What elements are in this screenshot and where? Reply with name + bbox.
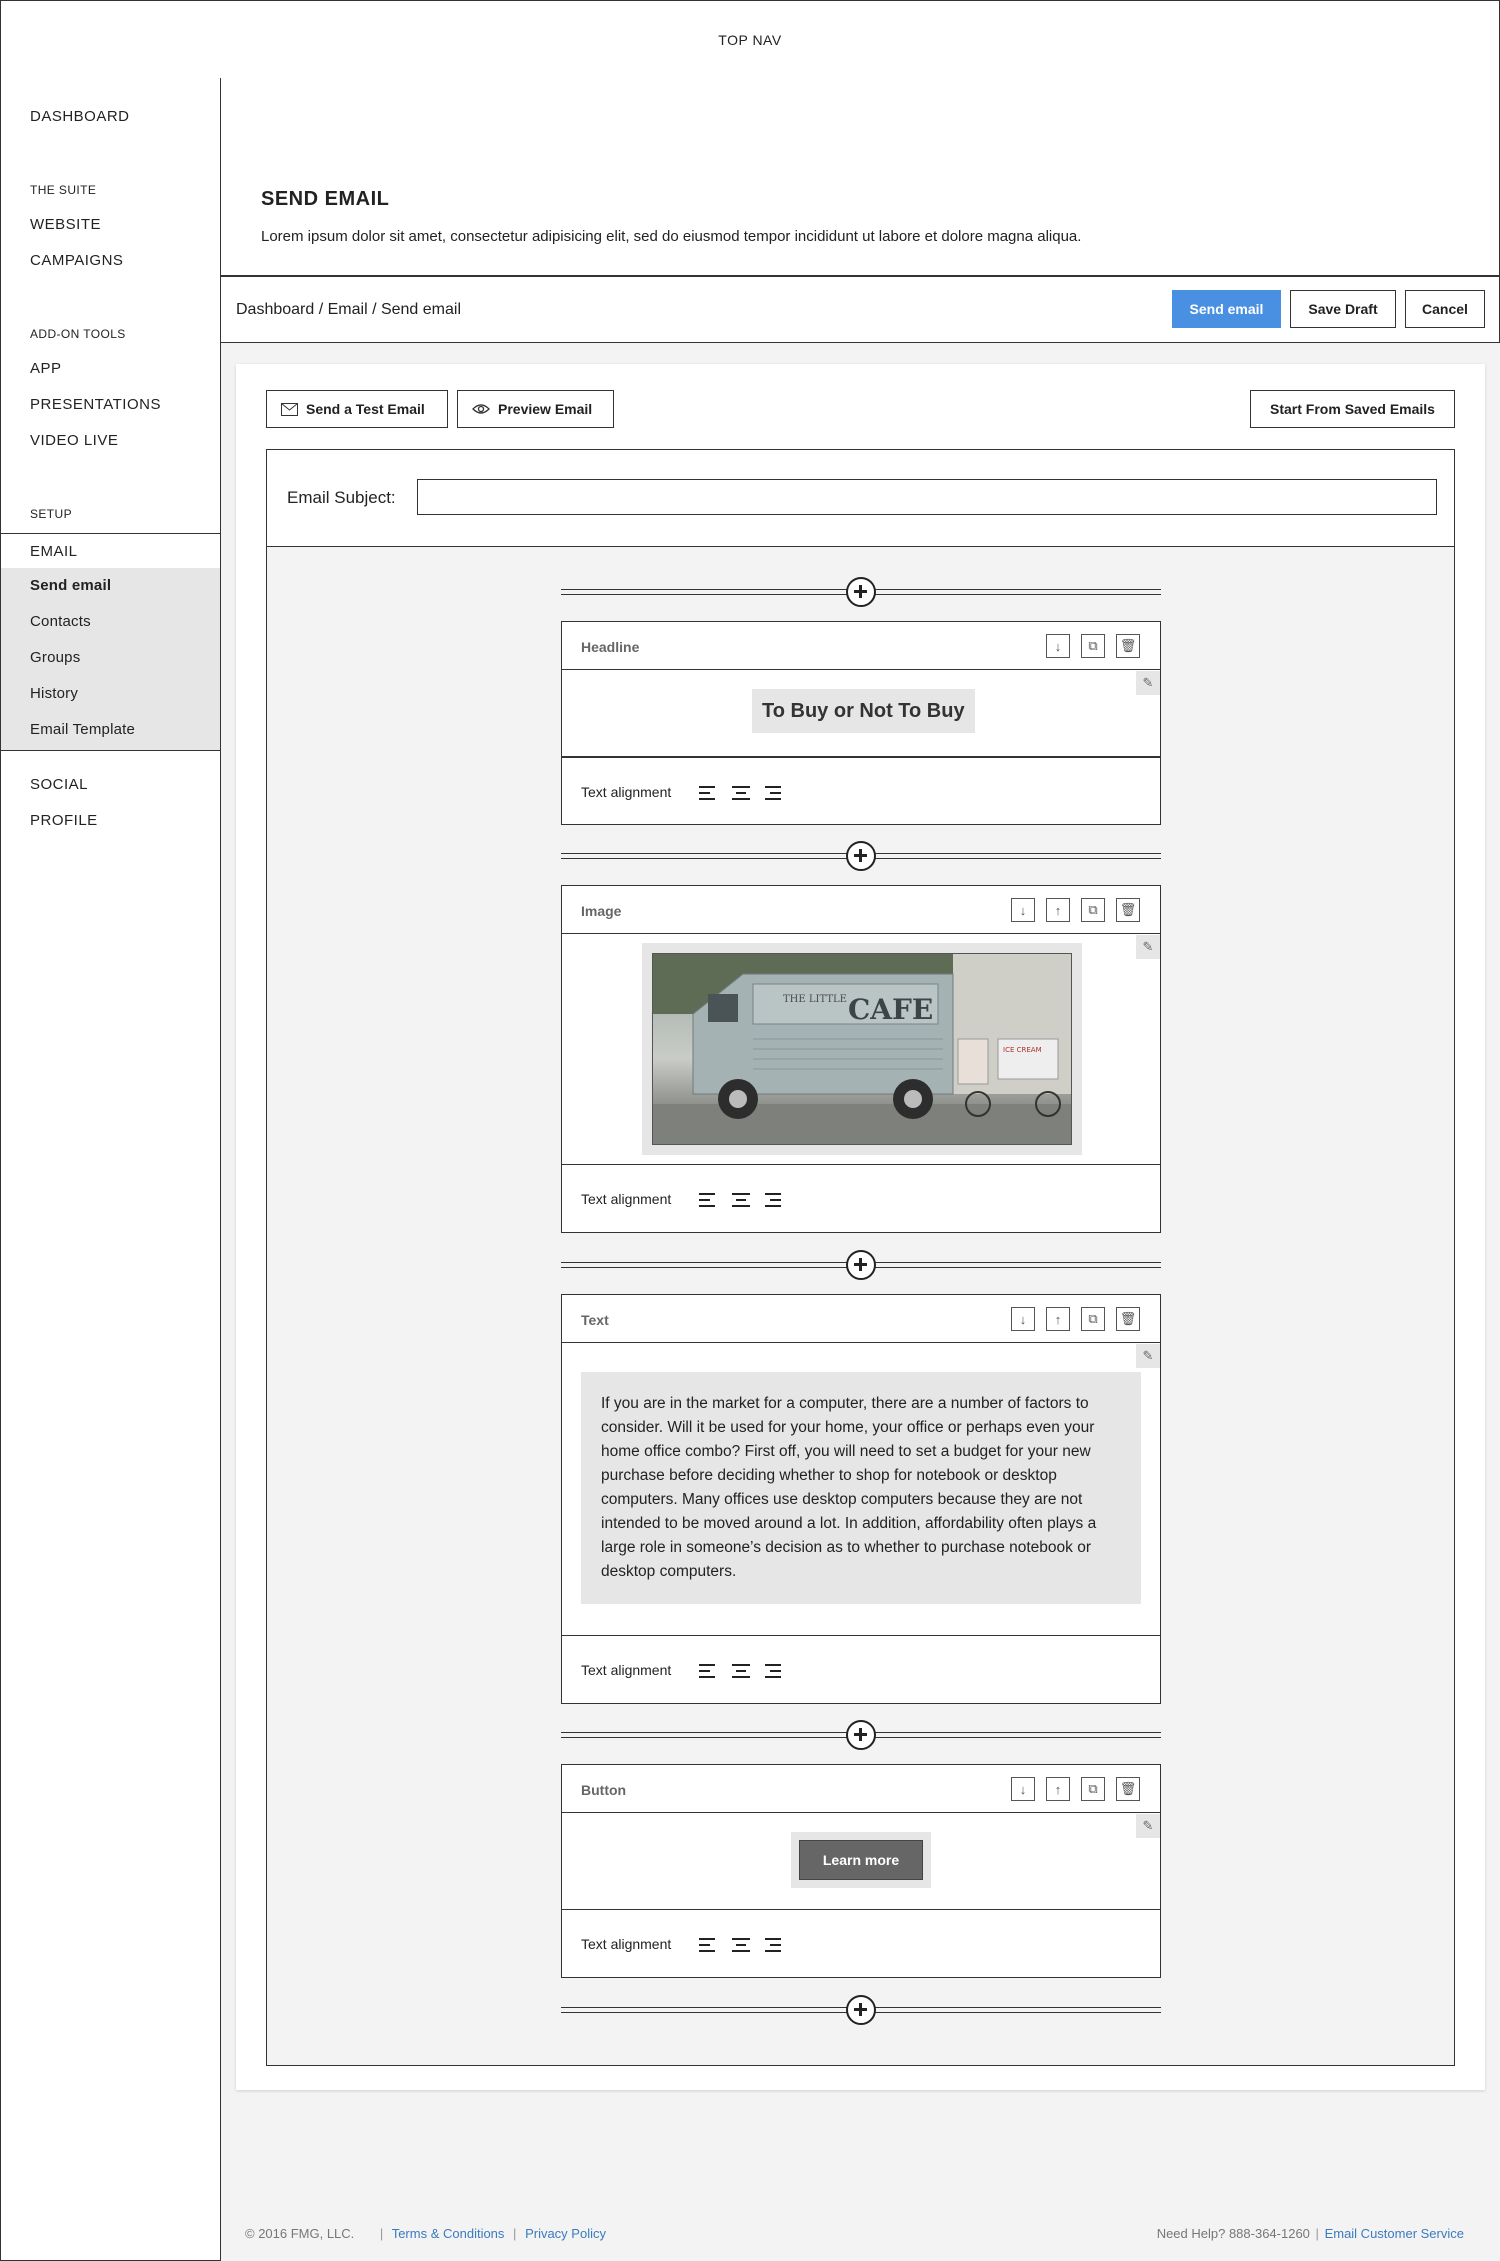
sidebar-section-suite: THE SUITE — [30, 183, 97, 197]
page-header — [221, 78, 1500, 277]
add-block-icon[interactable] — [846, 1250, 876, 1280]
duplicate-icon[interactable]: ⧉ — [1081, 634, 1105, 658]
preview-email-label: Preview Email — [498, 401, 593, 417]
text-alignment-label: Text alignment — [581, 1191, 672, 1207]
move-up-icon[interactable]: ↑ — [1046, 1777, 1070, 1801]
send-test-email-label: Send a Test Email — [306, 401, 425, 417]
align-right-icon[interactable] — [765, 1193, 783, 1207]
sidebar-item-profile[interactable]: PROFILE — [30, 812, 98, 829]
trash-icon[interactable]: 🗑 — [1116, 1307, 1140, 1331]
sidebar-item-contacts[interactable]: Contacts — [30, 613, 91, 630]
text-alignment-label: Text alignment — [581, 1662, 672, 1678]
move-down-icon[interactable]: ↓ — [1011, 1307, 1035, 1331]
align-left-icon[interactable] — [699, 786, 717, 800]
sidebar-section-addon: ADD-ON TOOLS — [30, 327, 126, 341]
breadcrumb: Dashboard / Email / Send email — [236, 301, 461, 318]
cart-sign: ICE CREAM — [1003, 1046, 1042, 1054]
align-right-icon[interactable] — [765, 786, 783, 800]
preview-email-button[interactable] — [457, 390, 614, 428]
align-right-icon[interactable] — [765, 1664, 783, 1678]
add-block-icon[interactable] — [846, 1995, 876, 2025]
block-title: Image — [581, 903, 622, 919]
subject-label: Email Subject: — [287, 488, 396, 507]
truck-sign-small: THE LITTLE — [783, 994, 847, 1005]
sidebar-item-video-live[interactable]: VIDEO LIVE — [30, 432, 119, 449]
block-footer — [562, 756, 1160, 824]
customer-service-link[interactable]: Email Customer Service — [1324, 2226, 1464, 2241]
sidebar — [0, 78, 221, 2261]
sidebar-item-app[interactable]: APP — [30, 360, 62, 377]
top-nav — [0, 0, 1500, 79]
block-footer — [562, 1909, 1160, 1977]
trash-icon[interactable]: 🗑 — [1116, 1777, 1140, 1801]
block-footer — [562, 1164, 1160, 1232]
action-bar — [221, 277, 1500, 343]
sidebar-item-website[interactable]: WEBSITE — [30, 216, 102, 233]
sidebar-item-social[interactable]: SOCIAL — [30, 776, 89, 793]
trash-icon[interactable]: 🗑 — [1116, 898, 1140, 922]
sidebar-email-submenu — [1, 568, 220, 751]
pencil-icon[interactable]: ✎ — [1136, 1814, 1160, 1838]
headline-text[interactable]: To Buy or Not To Buy — [752, 689, 975, 733]
send-email-button[interactable]: Send email — [1172, 290, 1281, 328]
block-body — [562, 671, 1160, 755]
button-container — [791, 1832, 931, 1888]
sidebar-item-send-email[interactable]: Send email — [30, 577, 112, 594]
footer-right: Need Help? 888-364-1260 | Email Customer Service — [1156, 2226, 1464, 2241]
move-up-icon[interactable]: ↑ — [1046, 898, 1070, 922]
block-footer — [562, 1635, 1160, 1703]
cancel-button[interactable]: Cancel — [1405, 290, 1485, 328]
food-truck-image — [652, 953, 1072, 1145]
block-body — [562, 935, 1160, 1165]
page-title: SEND EMAIL — [261, 188, 390, 210]
add-block-icon[interactable] — [846, 1720, 876, 1750]
image-container[interactable] — [642, 943, 1082, 1155]
truck-sign-big: CAFE — [848, 993, 934, 1026]
move-up-icon[interactable]: ↑ — [1046, 1307, 1070, 1331]
align-center-icon[interactable] — [732, 1664, 750, 1678]
align-left-icon[interactable] — [699, 1193, 717, 1207]
align-right-icon[interactable] — [765, 1938, 783, 1952]
block-body — [562, 1344, 1160, 1634]
block-title: Text — [581, 1312, 609, 1328]
subject-input[interactable] — [417, 479, 1437, 515]
sidebar-item-presentations[interactable]: PRESENTATIONS — [30, 396, 161, 413]
trash-icon[interactable]: 🗑 — [1116, 634, 1140, 658]
main-content — [221, 78, 1500, 2261]
align-center-icon[interactable] — [732, 786, 750, 800]
eye-icon — [472, 403, 490, 415]
align-center-icon[interactable] — [732, 1938, 750, 1952]
block-body — [562, 1814, 1160, 1909]
pencil-icon[interactable]: ✎ — [1136, 671, 1160, 695]
move-down-icon[interactable]: ↓ — [1011, 1777, 1035, 1801]
block-header — [562, 1765, 1160, 1813]
email-canvas — [266, 546, 1455, 2066]
duplicate-icon[interactable]: ⧉ — [1081, 898, 1105, 922]
terms-link[interactable]: Terms & Conditions — [391, 2226, 505, 2241]
sidebar-item-groups[interactable]: Groups — [30, 649, 81, 666]
block-header — [562, 1295, 1160, 1343]
envelope-icon — [281, 403, 298, 416]
align-center-icon[interactable] — [732, 1193, 750, 1207]
sidebar-item-history[interactable]: History — [30, 685, 79, 702]
top-nav-label: TOP NAV — [718, 31, 782, 48]
save-draft-button[interactable]: Save Draft — [1290, 290, 1396, 328]
sidebar-item-dashboard[interactable]: DASHBOARD — [30, 108, 130, 125]
subject-section — [266, 449, 1455, 546]
page-description: Lorem ipsum dolor sit amet, consectetur adipisicing elit, sed do eiusmod tempor incididunt ut labore et dolore magna aliqua. — [261, 228, 1082, 245]
sidebar-item-email-template[interactable]: Email Template — [30, 721, 136, 738]
move-down-icon[interactable]: ↓ — [1011, 898, 1035, 922]
align-left-icon[interactable] — [699, 1938, 717, 1952]
food-truck-illustration — [653, 954, 1072, 1145]
text-alignment-label: Text alignment — [581, 784, 672, 800]
email-editor-card — [236, 364, 1485, 2090]
sidebar-section-setup: SETUP — [30, 507, 73, 521]
pencil-icon[interactable]: ✎ — [1136, 1344, 1160, 1368]
send-test-email-button[interactable] — [266, 390, 448, 428]
align-left-icon[interactable] — [699, 1664, 717, 1678]
block-header — [562, 622, 1160, 670]
text-block — [561, 1294, 1161, 1704]
image-block — [561, 885, 1161, 1233]
block-title: Headline — [581, 639, 640, 655]
learn-more-button[interactable]: Learn more — [799, 1840, 923, 1880]
add-block-icon[interactable] — [846, 577, 876, 607]
sidebar-item-campaigns[interactable]: CAMPAIGNS — [30, 252, 124, 269]
button-block — [561, 1764, 1161, 1978]
pencil-icon[interactable]: ✎ — [1136, 935, 1160, 959]
add-block-icon[interactable] — [846, 841, 876, 871]
footer-left: © 2016 FMG, LLC. | Terms & Conditions | Privacy Policy — [245, 2226, 606, 2241]
block-header — [562, 886, 1160, 934]
headline-block — [561, 621, 1161, 825]
move-down-icon[interactable]: ↓ — [1046, 634, 1070, 658]
duplicate-icon[interactable]: ⧉ — [1081, 1777, 1105, 1801]
text-alignment-label: Text alignment — [581, 1936, 672, 1952]
privacy-link[interactable]: Privacy Policy — [525, 2226, 606, 2241]
duplicate-icon[interactable]: ⧉ — [1081, 1307, 1105, 1331]
block-title: Button — [581, 1782, 627, 1798]
sidebar-item-email[interactable]: EMAIL — [1, 533, 220, 569]
start-from-saved-button[interactable]: Start From Saved Emails — [1250, 390, 1455, 428]
copyright: © 2016 FMG, LLC. — [245, 2226, 355, 2241]
help-phone: Need Help? 888-364-1260 — [1156, 2226, 1310, 2241]
text-body[interactable]: If you are in the market for a computer, there are a number of factors to consider. Will it be used for your home, your office or perhaps even your home office combo? First off, you will need to set a budget for your new purchase before deciding whether to shop for notebook or desktop computers. Many offices use desktop computers because they are not intended to be moved around a lot. In addition, affordability often plays a large role in someone’s decision as to whether to purchase notebook or desktop computers. — [581, 1372, 1141, 1604]
